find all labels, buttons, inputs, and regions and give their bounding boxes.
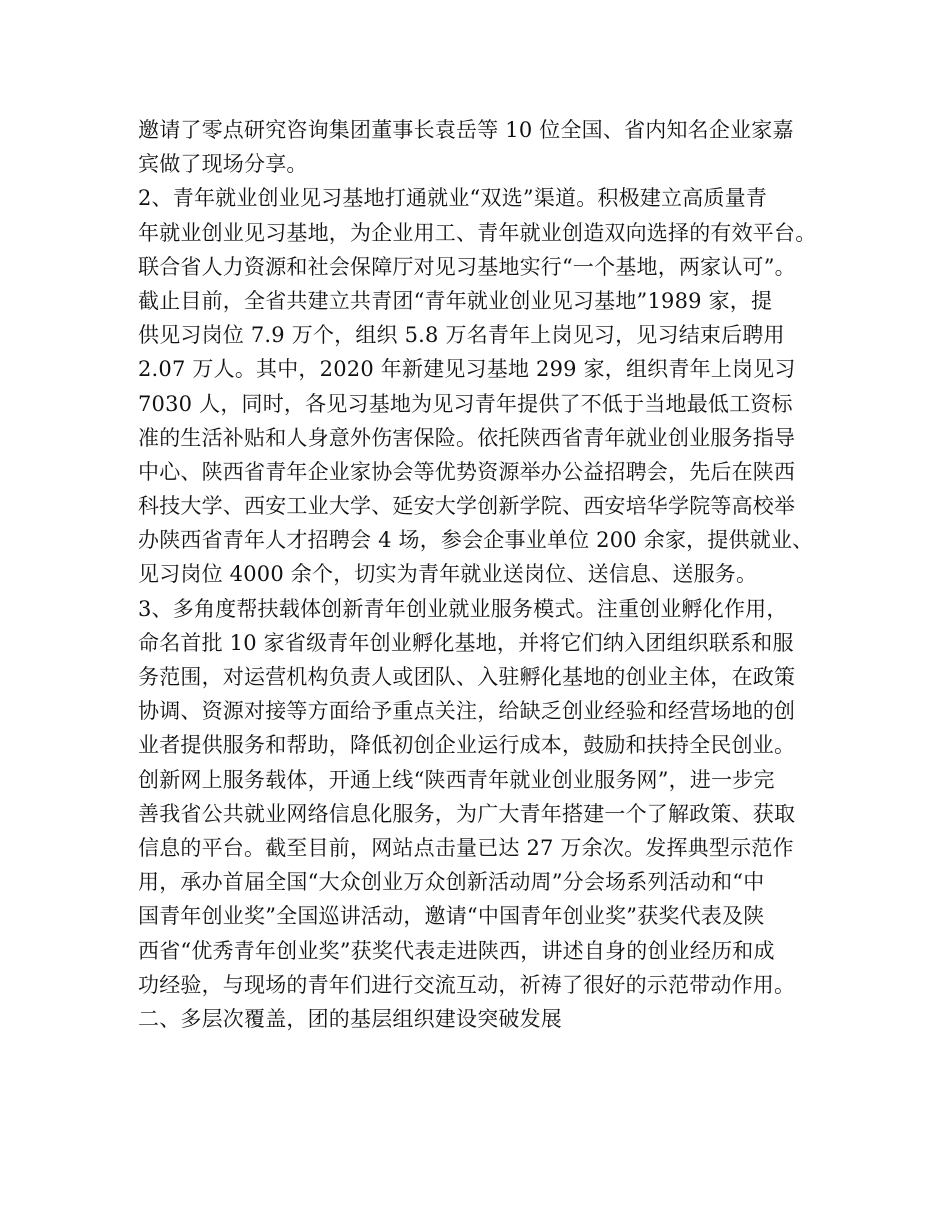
text-line: 见习岗位 4000 余个，切实为青年就业送岗位、送信息、送服务。: [138, 562, 758, 587]
text-line: 务范围，对运营机构负责人或团队、入驻孵化基地的创业主体，在政策: [138, 665, 796, 689]
section-heading: 二、多层次覆盖，团的基层组织建设突破发展: [138, 1006, 562, 1031]
text-line: 准的生活补贴和人身意外伤害保险。依托陕西省青年就业创业服务指导: [138, 425, 796, 450]
text-line: 中心、陕西省青年企业家协会等优势资源举办公益招聘会，先后在陕西: [138, 459, 796, 484]
text-line: 2.07 万人。其中，2020 年新建见习基地 299 家，组织青年上岗见习: [138, 357, 796, 382]
text-line: 协调、资源对接等方面给予重点关注，给缺乏创业经验和经营场地的创: [138, 699, 796, 724]
text-line: 信息的平台。截至目前，网站点击量已达 27 万余次。发挥典型示范作: [138, 835, 794, 860]
text-line: 善我省公共就业网络信息化服务，为广大青年搭建一个了解政策、获取: [138, 801, 796, 826]
text-line: 科技大学、西安工业大学、延安大学创新学院、西安培华学院等高校举: [138, 494, 796, 519]
text-line: 2、青年就业创业见习基地打通就业“双选”渠道。积极建立高质量青: [138, 186, 768, 211]
text-line: 宾做了现场分享。: [138, 152, 308, 177]
text-line: 7030 人，同时，各见习基地为见习青年提供了不低于当地最低工资标: [138, 391, 793, 416]
text-line: 供见习岗位 7.9 万个，组织 5.8 万名青年上岗见习，见习结束后聘用: [138, 323, 785, 348]
text-line: 创新网上服务载体，开通上线“陕西青年就业创业服务网”，进一步完: [138, 767, 775, 792]
text-line: 西省“优秀青年创业奖”获奖代表走进陕西，讲述自身的创业经历和成: [138, 938, 775, 963]
text-line: 办陕西省青年人才招聘会 4 场，参会企事业单位 200 余家，提供就业、: [138, 528, 814, 553]
text-line: 联合省人力资源和社会保障厅对见习基地实行“一个基地，两家认可”。: [138, 254, 796, 279]
text-line: 命名首批 10 家省级青年创业孵化基地，并将它们纳入团组织联系和服: [138, 630, 794, 655]
text-line: 3、多角度帮扶载体创新青年创业就业服务模式。注重创业孵化作用，: [138, 596, 788, 621]
text-line: 用，承办首届全国“大众创业万众创新活动周”分会场系列活动和“中: [138, 870, 765, 895]
text-line: 邀请了零点研究咨询集团董事长袁岳等 10 位全国、省内知名企业家嘉: [138, 118, 794, 142]
text-line: 年就业创业见习基地，为企业用工、青年就业创造双向选择的有效平台。: [138, 220, 817, 245]
text-line: 截止目前，全省共建立共青团“青年就业创业见习基地”1989 家，提: [138, 288, 773, 313]
text-line: 业者提供服务和帮助，降低初创企业运行成本，鼓励和扶持全民创业。: [138, 733, 796, 758]
body-text: [138, 113, 818, 1036]
text-line: 国青年创业奖”全国巡讲活动，邀请“中国青年创业奖”获奖代表及陕: [138, 904, 765, 929]
text-line: 功经验，与现场的青年们进行交流互动，祈祷了很好的示范带动作用。: [138, 972, 796, 997]
